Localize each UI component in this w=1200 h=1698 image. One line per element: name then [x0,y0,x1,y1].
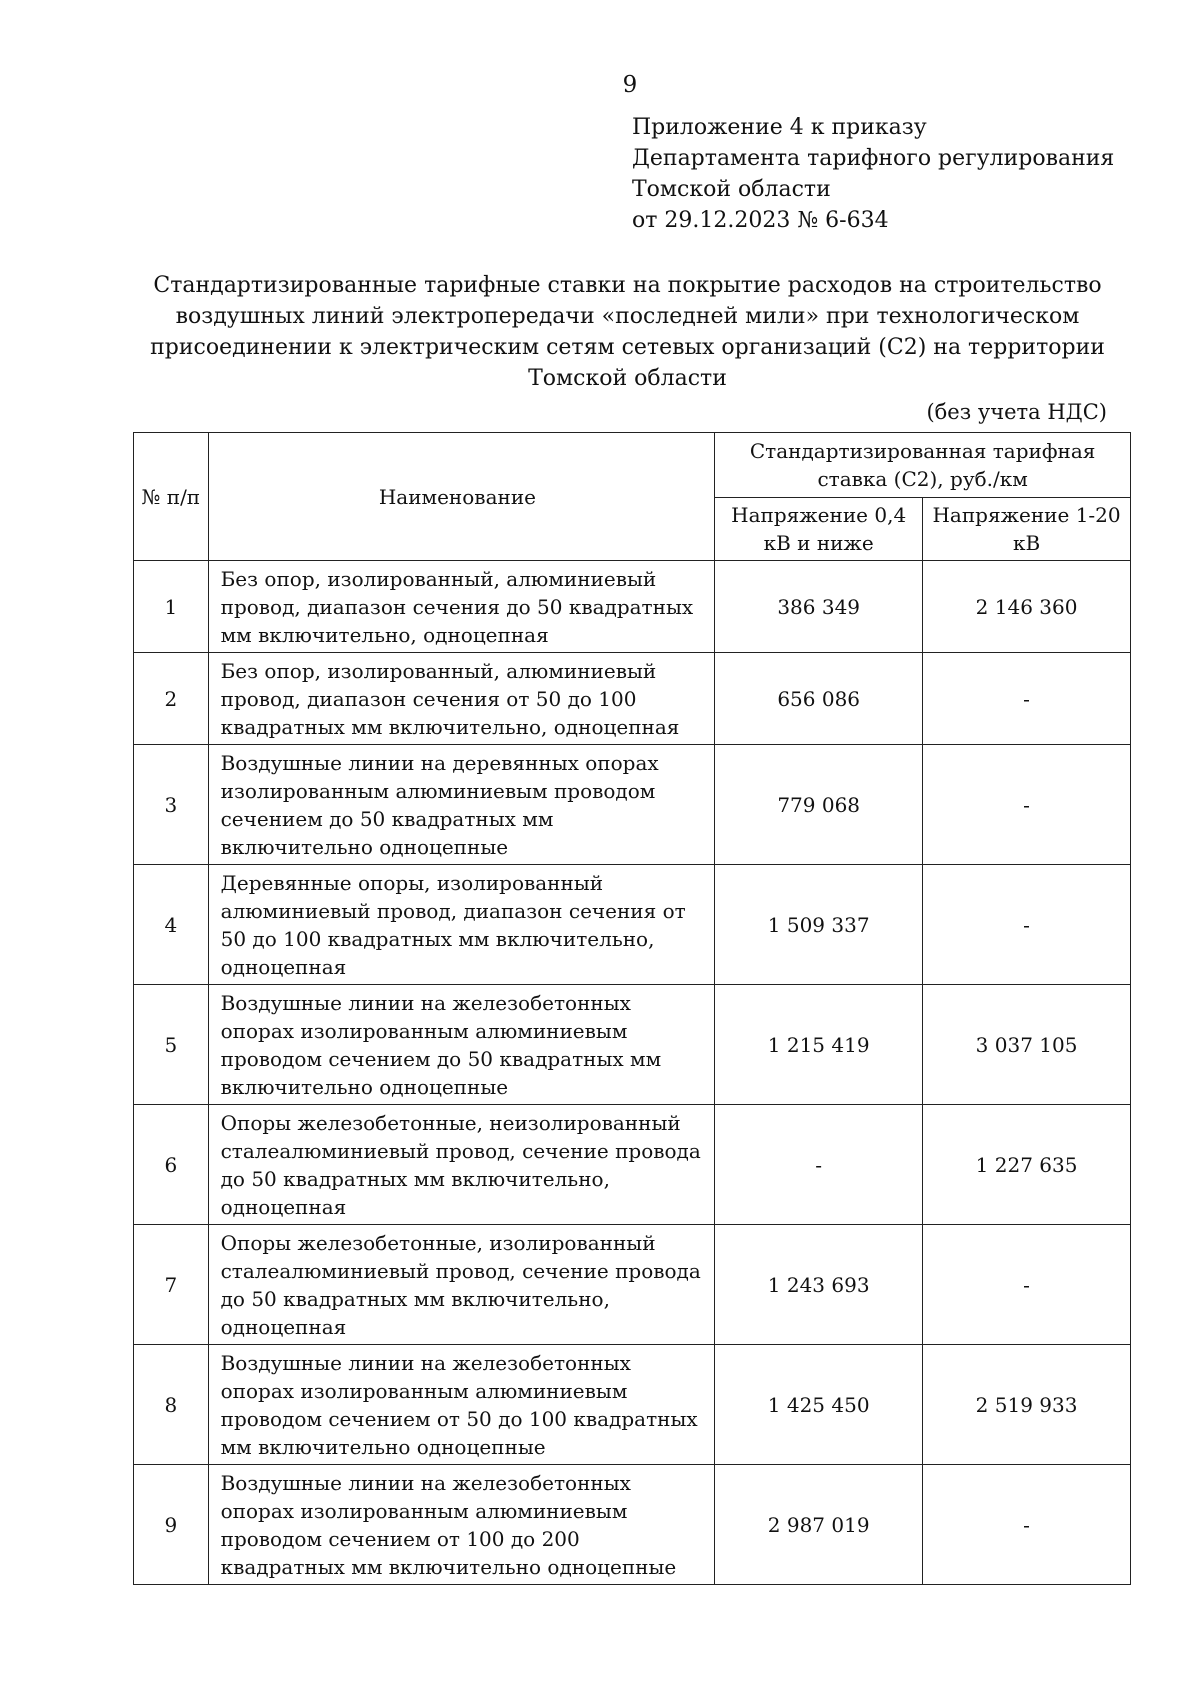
row-rate-voltage-low: 2 987 019 [715,1465,923,1585]
row-rate-voltage-low: - [715,1105,923,1225]
row-name: Без опор, изолированный, алюминиевый провод, диапазон сечения до 50 квадратных мм включительно, одноцепная [208,561,715,653]
document-title [150,270,1105,394]
row-rate-voltage-high: - [923,1225,1131,1345]
row-rate-voltage-high: 1 227 635 [923,1105,1131,1225]
table-header-row [134,433,1131,498]
table-row [134,1225,1131,1345]
page-number: 9 [622,72,638,98]
row-rate-voltage-high: 2 146 360 [923,561,1131,653]
row-num: 4 [134,865,209,985]
title-line: присоединении к электрическим сетям сетевых организаций (С2) на территории [150,335,1105,360]
row-name: Опоры железобетонные, изолированный сталеалюминиевый провод, сечение провода до 50 квадратных мм включительно, одноцепная [208,1225,715,1345]
row-rate-voltage-high: 3 037 105 [923,985,1131,1105]
table-row [134,985,1131,1105]
appendix-line: Приложение 4 к приказу [632,115,927,140]
appendix-line: Томской области [632,177,831,202]
row-name: Воздушные линии на железобетонных опорах изолированным алюминиевым проводом сечением до 50 квадратных мм включительно одноцепные [208,985,715,1105]
title-line: Томской области [528,366,727,391]
table-row [134,653,1131,745]
appendix-block [632,112,1114,236]
row-rate-voltage-low: 1 243 693 [715,1225,923,1345]
appendix-date-number: от 29.12.2023 № 6-634 [632,208,889,233]
row-num: 3 [134,745,209,865]
table-row [134,561,1131,653]
row-rate-voltage-low: 656 086 [715,653,923,745]
table-row [134,1105,1131,1225]
row-num: 8 [134,1345,209,1465]
header-voltage-low: Напряжение 0,4 кВ и ниже [715,498,923,561]
table-row [134,1465,1131,1585]
row-num: 9 [134,1465,209,1585]
header-num: № п/п [134,433,209,561]
row-rate-voltage-low: 1 425 450 [715,1345,923,1465]
row-num: 6 [134,1105,209,1225]
row-rate-voltage-low: 386 349 [715,561,923,653]
table-body [134,561,1131,1585]
header-name: Наименование [208,433,715,561]
title-line: воздушных линий электропередачи «последней мили» при технологическом [175,304,1080,329]
row-num: 7 [134,1225,209,1345]
row-rate-voltage-low: 779 068 [715,745,923,865]
row-rate-voltage-high: - [923,653,1131,745]
row-num: 1 [134,561,209,653]
row-rate-voltage-low: 1 215 419 [715,985,923,1105]
row-rate-voltage-high: - [923,745,1131,865]
row-num: 5 [134,985,209,1105]
row-name: Опоры железобетонные, неизолированный сталеалюминиевый провод, сечение провода до 50 квадратных мм включительно, одноцепная [208,1105,715,1225]
header-rate-group: Стандартизированная тарифная ставка (С2), руб./км [715,433,1131,498]
appendix-line: Департамента тарифного регулирования [632,146,1115,171]
row-name: Воздушные линии на железобетонных опорах изолированным алюминиевым проводом сечением от 100 до 200 квадратных мм включительно одноцепные [208,1465,715,1585]
row-name: Воздушные линии на деревянных опорах изолированным алюминиевым проводом сечением до 50 квадратных мм включительно одноцепные [208,745,715,865]
header-voltage-high: Напряжение 1-20 кВ [923,498,1131,561]
row-name: Без опор, изолированный, алюминиевый провод, диапазон сечения от 50 до 100 квадратных мм включительно, одноцепная [208,653,715,745]
tariff-rates-table [133,432,1131,1585]
row-rate-voltage-high: 2 519 933 [923,1345,1131,1465]
row-rate-voltage-high: - [923,865,1131,985]
row-rate-voltage-high: - [923,1465,1131,1585]
row-num: 2 [134,653,209,745]
row-name: Воздушные линии на железобетонных опорах изолированным алюминиевым проводом сечением от 50 до 100 квадратных мм включительно одноцепные [208,1345,715,1465]
table-row [134,745,1131,865]
row-name: Деревянные опоры, изолированный алюминиевый провод, диапазон сечения от 50 до 100 квадратных мм включительно, одноцепная [208,865,715,985]
table-row [134,865,1131,985]
vat-note: (без учета НДС) [926,400,1107,424]
row-rate-voltage-low: 1 509 337 [715,865,923,985]
table-row [134,1345,1131,1465]
title-line: Стандартизированные тарифные ставки на покрытие расходов на строительство [153,273,1102,298]
